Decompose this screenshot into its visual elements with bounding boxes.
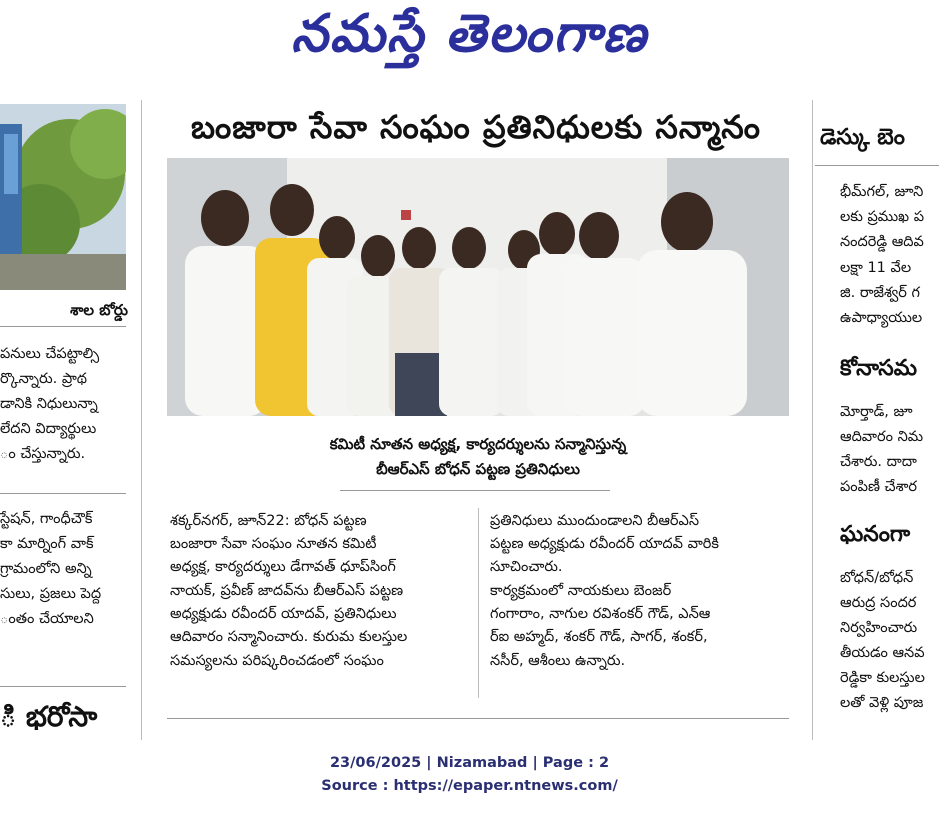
left-section-divider	[0, 493, 126, 494]
text-line: అధ్యక్షుడు రవీందర్ యాదవ్, ప్రతినిధులు	[170, 606, 397, 622]
masthead-title: నమస్తే తెలంగాణ	[291, 4, 648, 64]
left-bottom-headline: ి భరోసా	[0, 700, 98, 733]
text-line: జి. రాజేశ్వర్ గ	[840, 285, 920, 301]
text-line: పట్టణ అధ్యక్షుడు రవీందర్ యాదవ్ వారికి	[490, 536, 719, 552]
left-photo-divider	[0, 326, 126, 327]
text-line: చేశారు. దాదా	[840, 454, 917, 470]
footer-source-link[interactable]: Source : https://epaper.ntnews.com/	[321, 778, 618, 794]
tree-photo-graphic	[0, 104, 126, 290]
text-line: ప్రతినిధులు ముందుండాలని బీఆర్ఎస్	[490, 513, 699, 529]
right-headline-2: కోనాసమ	[840, 356, 918, 381]
article-headline: బంజారా సేవా సంఘం ప్రతినిధులకు సన్మానం	[191, 108, 761, 146]
text-line: ఉపాధ్యాయుల	[840, 310, 923, 326]
text-line: శక్కర్‌నగర్, జూన్22: బోధన్ పట్టణ	[170, 513, 367, 529]
text-line: తీయడం ఆనవ	[840, 645, 925, 661]
text-line: కార్యక్రమంలో నాయకులు బెంజర్	[490, 583, 672, 599]
newspaper-masthead	[0, 0, 939, 88]
text-line: బంజారా సేవా సంఘం నూతన కమిటీ	[170, 536, 377, 552]
column-divider-left	[141, 100, 142, 740]
text-line: లతో వెళ్లి పూజ	[840, 695, 924, 711]
article-bottom-rule	[167, 718, 789, 719]
caption-line-2: బీఆర్ఎస్ బోధన్ పట్టణ ప్రతినిధులు	[376, 460, 580, 478]
text-line: నిర్వహించారు	[840, 620, 918, 636]
text-line: సమస్యలను పరిష్కరించడంలో సంఘం	[170, 653, 384, 669]
right-headline-1: డెస్కు బెం	[820, 125, 905, 150]
text-line: మోర్తాడ్, జూ	[840, 404, 913, 420]
caption-underline	[340, 490, 610, 491]
right-divider-1	[815, 165, 939, 166]
text-line: సూచించారు.	[490, 559, 563, 575]
text-line: గంగారాం, నాగుల రవిశంకర్ గౌడ్, ఎన్ఆ	[490, 606, 711, 622]
text-line: లక్షా 11 వేల	[840, 260, 912, 276]
text-line: పనులు చేపట్టాల్సి	[0, 346, 100, 362]
text-line: ర్ఐ అహ్మద్, శంకర్ గౌడ్, సాగర్, శంకర్,	[490, 629, 708, 645]
right-headline-3: ఘనంగా	[840, 522, 911, 547]
article-inner-divider	[478, 508, 479, 698]
text-line: డానికి నిధులున్నా	[0, 396, 98, 412]
text-line: నాయక్, ప్రవీణ్ జాదవ్‌ను బీఆర్ఎస్ పట్టణ	[170, 583, 404, 599]
text-line: ం చేస్తున్నారు.	[0, 446, 86, 462]
text-line: సులు, ప్రజలు పెద్ద	[0, 586, 102, 602]
text-line: రెడ్డికా కులస్తుల	[840, 670, 925, 686]
text-line: ఆరుద్ర సందర	[840, 595, 917, 611]
text-line: ఆదివారం సన్మానించారు. కురుమ కులస్తుల	[170, 629, 408, 645]
text-line: బోధన్/బోధన్	[840, 570, 914, 586]
text-line: లేదని విద్యార్థులు	[0, 421, 97, 437]
article-photo	[167, 158, 789, 416]
text-line: నందరెడ్డి ఆదివ	[840, 234, 924, 250]
text-line: పంపిణీ చేశార	[840, 479, 917, 495]
caption-line-1: కమిటీ నూతన అధ్యక్ష, కార్యదర్శులను సన్మానిస్తున్న	[329, 435, 627, 453]
footer-date-edition: 23/06/2025 | Nizamabad | Page : 2	[329, 755, 610, 771]
text-line: ంతం చేయాలని	[0, 611, 94, 627]
text-line: కా మార్నింగ్ వాక్	[0, 536, 94, 552]
text-line: అధ్యక్ష, కార్యదర్శులు డేగావత్ ధూప్‌సింగ్	[170, 559, 396, 575]
group-photo-graphic	[167, 158, 789, 416]
left-photo-label: శాల బోర్డు	[70, 301, 128, 319]
text-line: ర్కొన్నారు. ప్రాథ	[0, 371, 88, 387]
text-line: ఆదివారం నిమ	[840, 429, 924, 445]
text-line: నసీర్, ఆశీంలు ఉన్నారు.	[490, 653, 626, 669]
photo-caption	[167, 432, 789, 482]
text-line: భీమ్‌గల్, జూని	[840, 184, 924, 200]
left-bottom-divider	[0, 686, 126, 687]
column-divider-right	[812, 100, 813, 740]
left-column-photo	[0, 104, 126, 290]
text-line: స్టేషన్, గాంధీచౌక్	[0, 511, 93, 527]
text-line: గ్రామంలోని అన్ని	[0, 561, 92, 577]
text-line: లకు ప్రముఖ ప	[840, 209, 925, 225]
